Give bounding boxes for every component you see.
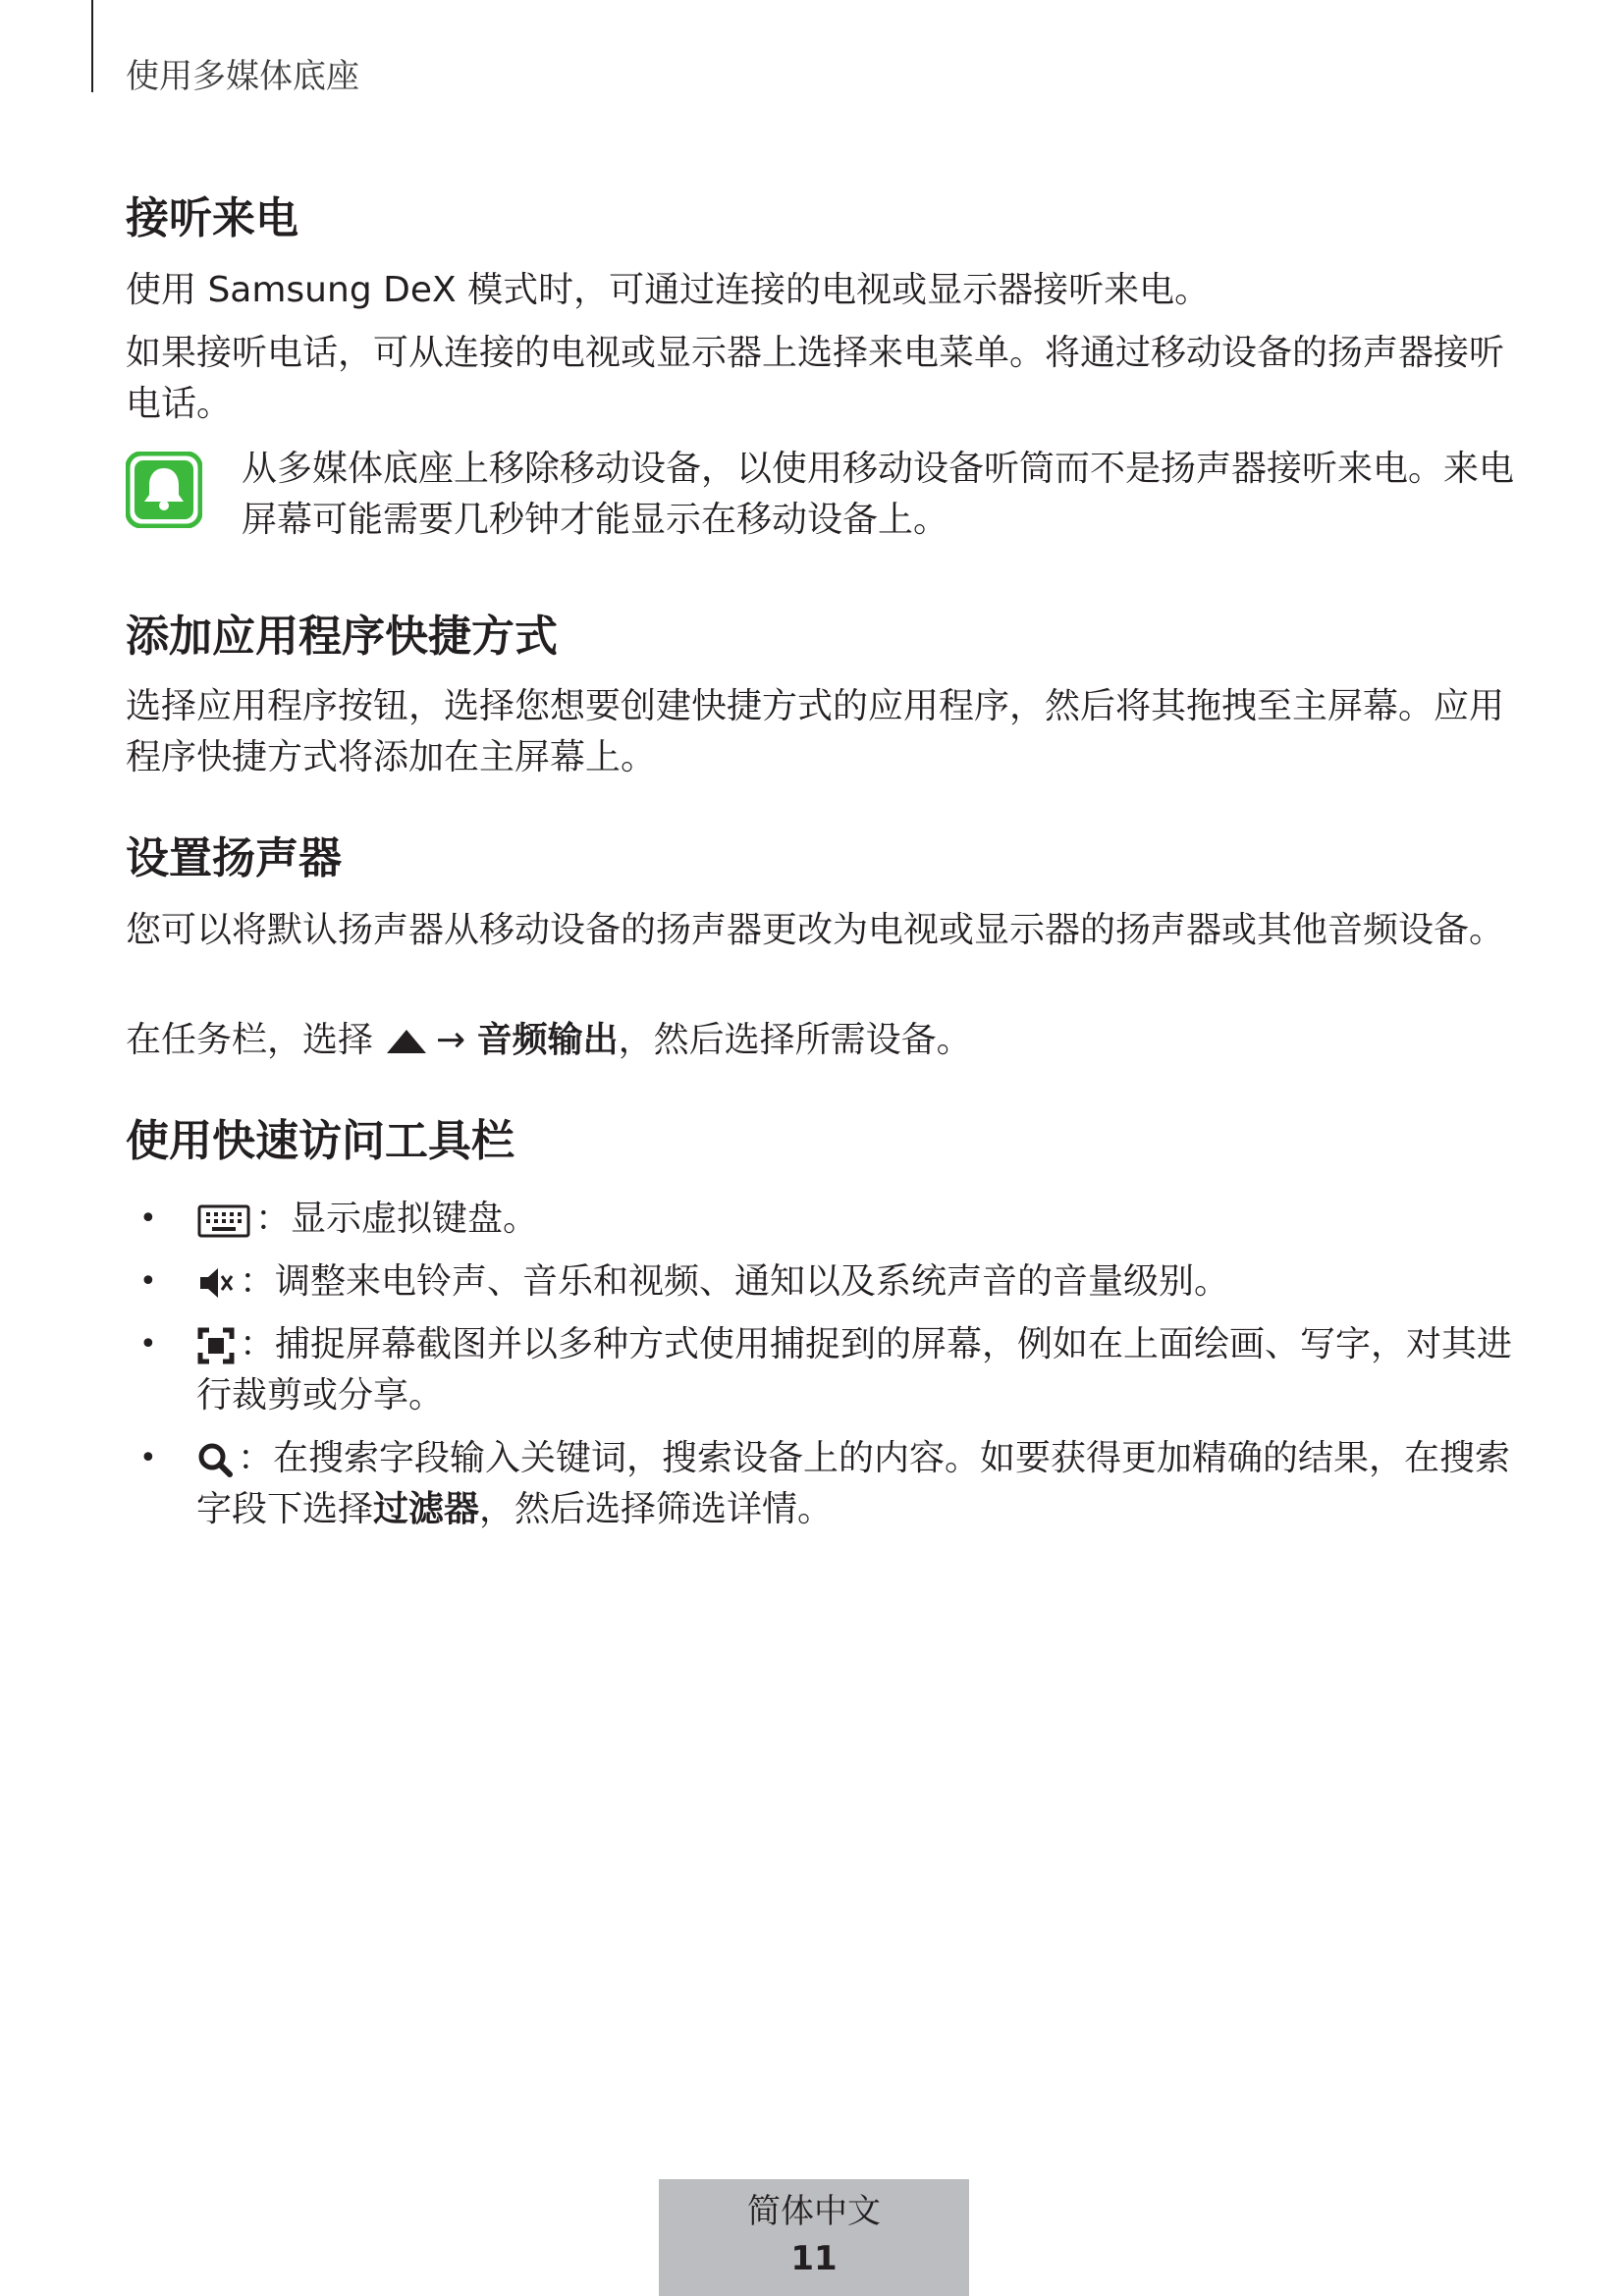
- instruction-prefix: 在任务栏，选择: [126, 1020, 374, 1060]
- bullet: •: [139, 1327, 157, 1362]
- section-heading-quick-access: 使用快速访问工具栏: [126, 1116, 514, 1166]
- keyboard-icon: [196, 1201, 251, 1240]
- list-item-text: ：显示虚拟键盘。: [255, 1199, 539, 1239]
- section-heading-add-shortcut: 添加应用程序快捷方式: [126, 612, 558, 662]
- list-item-body: [196, 1319, 1522, 1421]
- section-heading-answer-calls: 接听来电: [126, 193, 298, 243]
- list-item-body: [196, 1256, 1522, 1308]
- list-item-text: ：在搜索字段输入关键词，搜索设备上的内容。如要获得更加精确的结果，在搜索字段下选择: [196, 1438, 1511, 1529]
- instruction-line: [126, 1015, 1520, 1066]
- instruction-suffix: ，然后选择所需设备。: [618, 1020, 972, 1060]
- audio-output-label: 音频输出: [476, 1020, 619, 1060]
- paragraph: 您可以将默认扬声器从移动设备的扬声器更改为电视或显示器的扬声器或其他音频设备。: [126, 910, 1505, 950]
- bullet: •: [139, 1201, 157, 1236]
- bullet: •: [139, 1441, 157, 1475]
- footer-page-box: [659, 2179, 969, 2296]
- list-item-text: ：捕捉屏幕截图并以多种方式使用捕捉到的屏幕，例如在上面绘画、写字，对其进行裁剪或分享。: [196, 1324, 1513, 1415]
- bell-icon: [126, 452, 202, 528]
- screenshot-icon: [196, 1326, 236, 1365]
- up-triangle-icon: [385, 1027, 428, 1056]
- paragraph: 选择应用程序按钮，选择您想要创建快捷方式的应用程序，然后将其拖拽至主屏幕。应用程序快捷方式将添加在主屏幕上。: [126, 686, 1505, 777]
- list-item-body: [196, 1194, 1522, 1245]
- search-icon: [196, 1441, 234, 1478]
- filter-label: 过滤器: [373, 1489, 480, 1529]
- section-heading-set-speakers: 设置扬声器: [126, 833, 342, 883]
- header-rule: [91, 0, 93, 92]
- page-number: 11: [790, 2239, 838, 2278]
- paragraph: 如果接听电话，可从连接的电视或显示器上选择来电菜单。将通过移动设备的扬声器接听电话。: [126, 333, 1505, 424]
- footer-language: 简体中文: [747, 2192, 881, 2231]
- note-text: 从多媒体底座上移除移动设备，以使用移动设备听筒而不是扬声器接听来电。来电屏幕可能需要几秒钟才能显示在移动设备上。: [242, 449, 1515, 540]
- list-item-text: ：调整来电铃声、音乐和视频、通知以及系统声音的音量级别。: [240, 1261, 1230, 1302]
- bullet: •: [139, 1264, 157, 1299]
- arrow-symbol: →: [436, 1020, 466, 1060]
- volume-icon: [196, 1263, 236, 1303]
- list-item-body: [196, 1433, 1522, 1535]
- paragraph: 使用 Samsung DeX 模式时，可通过连接的电视或显示器接听来电。: [126, 270, 1211, 310]
- list-item-text-after: ，然后选择筛选详情。: [479, 1489, 834, 1529]
- page-header-title: 使用多媒体底座: [126, 57, 359, 96]
- note-block: [126, 449, 1520, 560]
